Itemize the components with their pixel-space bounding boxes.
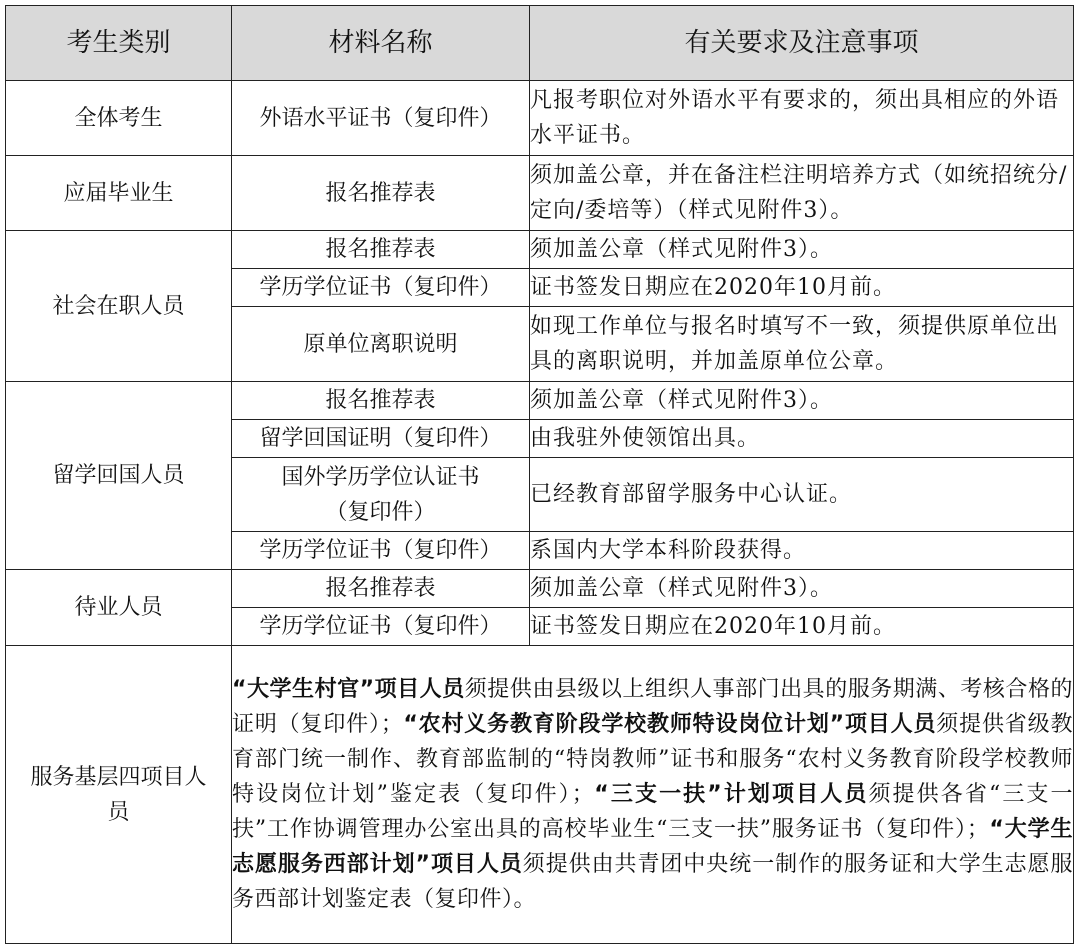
material-cell: 外语水平证书（复印件）	[232, 81, 530, 156]
header-notes: 有关要求及注意事项	[530, 6, 1074, 81]
note-cell: 须加盖公章，并在备注栏注明培养方式（如统招统分/定向/委培等）（样式见附件3）。	[530, 156, 1074, 231]
material-cell: 报名推荐表	[232, 382, 530, 420]
project-name-three-supports: “三支一扶”计划项目人员	[594, 782, 869, 807]
material-cell: 学历学位证书（复印件）	[232, 532, 530, 570]
note-cell: 系国内大学本科阶段获得。	[530, 532, 1074, 570]
category-cell: 应届毕业生	[6, 156, 232, 231]
note-cell: 由我驻外使领馆出具。	[530, 420, 1074, 458]
material-cell: 报名推荐表	[232, 570, 530, 608]
table-row	[6, 382, 1074, 420]
project-requirement-village-official: 须提供由县级以上组织人事部门出具的服务期满、考核合格的证明（复印件）；	[232, 677, 1073, 737]
requirements-table	[5, 5, 1074, 944]
material-cell: 原单位离职说明	[232, 307, 530, 382]
material-cell: 学历学位证书（复印件）	[232, 608, 530, 646]
category-cell: 社会在职人员	[6, 231, 232, 382]
note-cell: 已经教育部留学服务中心认证。	[530, 458, 1074, 532]
project-requirement-western-volunteer: 须提供由共青团中央统一制作的服务证和大学生志愿服务西部计划鉴定表（复印件）。	[232, 852, 1073, 912]
table-row	[6, 81, 1074, 156]
table-row	[6, 231, 1074, 269]
note-cell: 证书签发日期应在2020年10月前。	[530, 608, 1074, 646]
table-row	[6, 156, 1074, 231]
project-name-village-official: “大学生村官”项目人员	[232, 677, 465, 702]
service-projects-cell	[232, 646, 1074, 944]
material-cell: 报名推荐表	[232, 231, 530, 269]
header-material: 材料名称	[232, 6, 530, 81]
category-cell: 全体考生	[6, 81, 232, 156]
note-cell: 如现工作单位与报名时填写不一致，须提供原单位出具的离职说明，并加盖原单位公章。	[530, 307, 1074, 382]
table-row	[6, 570, 1074, 608]
category-cell: 待业人员	[6, 570, 232, 646]
material-cell: 国外学历学位认证书（复印件）	[232, 458, 530, 532]
project-name-special-post-teacher: “农村义务教育阶段学校教师特设岗位计划”项目人员	[403, 712, 937, 737]
note-cell: 须加盖公章（样式见附件3）。	[530, 570, 1074, 608]
table-row	[6, 646, 1074, 944]
note-cell: 证书签发日期应在2020年10月前。	[530, 269, 1074, 307]
project-requirement-three-supports: 须提供各省“三支一扶”工作协调管理办公室出具的高校毕业生“三支一扶”服务证书（复印件）；	[232, 782, 1074, 842]
material-cell: 学历学位证书（复印件）	[232, 269, 530, 307]
material-cell: 报名推荐表	[232, 156, 530, 231]
header-category: 考生类别	[6, 6, 232, 81]
category-cell: 服务基层四项目人员	[6, 646, 232, 944]
note-cell: 凡报考职位对外语水平有要求的，须出具相应的外语水平证书。	[530, 81, 1074, 156]
header-row	[6, 6, 1074, 81]
material-cell: 留学回国证明（复印件）	[232, 420, 530, 458]
project-name-western-volunteer: “大学生志愿服务西部计划”项目人员	[232, 817, 1073, 877]
project-requirement-special-post-teacher: 须提供省级教育部门统一制作、教育部监制的“特岗教师”证书和服务“农村义务教育阶段学校教师特设岗位计划”鉴定表（复印件）；	[232, 712, 1073, 807]
category-cell: 留学回国人员	[6, 382, 232, 570]
note-cell: 须加盖公章（样式见附件3）。	[530, 231, 1074, 269]
note-cell: 须加盖公章（样式见附件3）。	[530, 382, 1074, 420]
